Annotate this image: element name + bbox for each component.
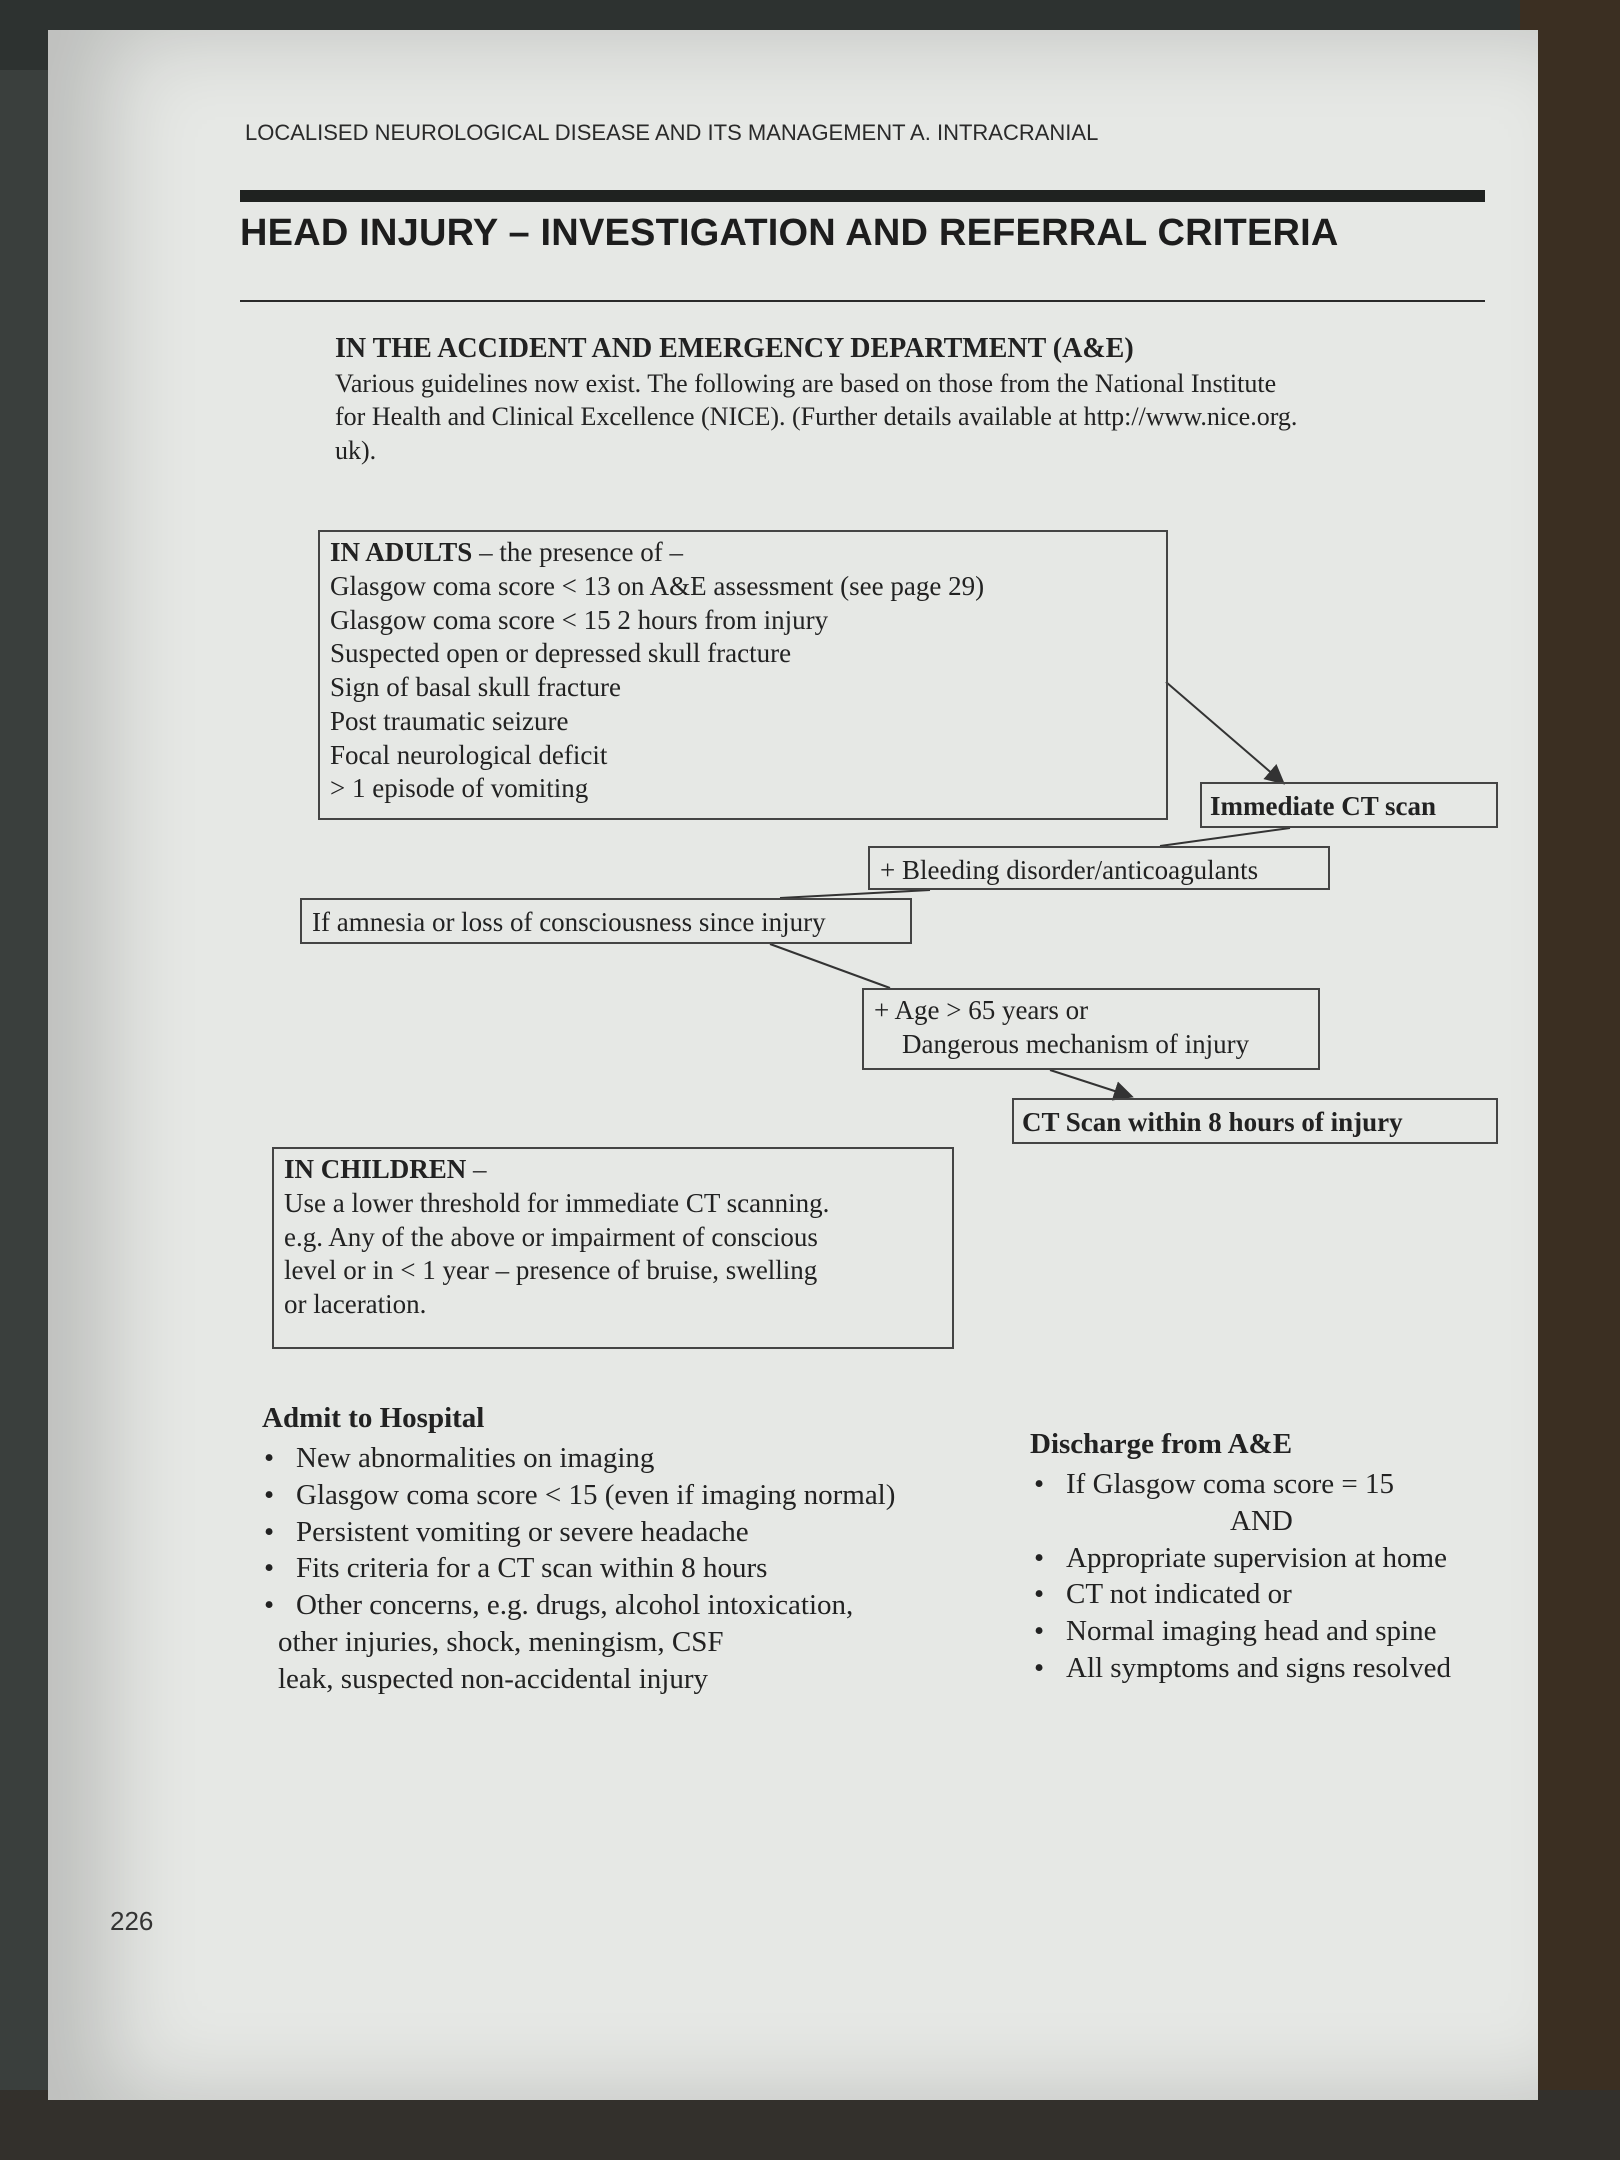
discharge-item-text: CT not indicated or <box>1066 1578 1292 1611</box>
bullet: • <box>264 1442 275 1474</box>
discharge-and: AND <box>1230 1504 1293 1537</box>
admit-continuation: other injuries, shock, meningism, CSF <box>278 1626 724 1659</box>
list-item <box>260 1514 1040 1551</box>
page-title: HEAD INJURY – INVESTIGATION AND REFERRAL CRITERIA <box>240 212 1339 254</box>
bullet: • <box>1034 1578 1045 1611</box>
section-heading: IN THE ACCIDENT AND EMERGENCY DEPARTMENT (A&E) <box>335 333 1134 364</box>
list-item <box>1030 1650 1530 1687</box>
discharge-item-text: If Glasgow coma score = 15 <box>1066 1468 1395 1500</box>
list-item <box>1030 1576 1530 1613</box>
ct-within-8-hours-box: CT Scan within 8 hours of injury <box>1012 1098 1498 1144</box>
admit-heading: Admit to Hospital <box>262 1402 485 1434</box>
intro-line: Various guidelines now exist. The following are based on those from the National Institute <box>335 369 1277 398</box>
title-rule-top <box>240 190 1485 202</box>
list-item <box>260 1550 1040 1587</box>
admit-item-text: Persistent vomiting or severe headache <box>296 1515 749 1548</box>
title-rule-bottom <box>240 300 1485 302</box>
age-mechanism-box <box>862 988 1320 1070</box>
adults-criterion: Glasgow coma score < 15 2 hours from injury <box>330 604 829 635</box>
page-number: 226 <box>110 1906 154 1936</box>
bullet: • <box>264 1552 275 1585</box>
bullet: • <box>264 1515 275 1548</box>
list-item <box>260 1477 1040 1514</box>
list-item <box>1030 1466 1530 1503</box>
discharge-item-text: All symptoms and signs resolved <box>1066 1652 1452 1685</box>
adults-criterion: Sign of basal skull fracture <box>330 672 621 702</box>
children-line: e.g. Any of the above or impairment of conscious <box>284 1221 818 1252</box>
list-item <box>260 1587 1040 1624</box>
admit-item-text: Glasgow coma score < 15 (even if imaging normal) <box>296 1478 896 1511</box>
adults-criterion: Focal neurological deficit <box>330 739 608 770</box>
intro-line: uk). <box>335 435 377 465</box>
children-label: IN CHILDREN <box>284 1154 467 1184</box>
mechanism-line: Dangerous mechanism of injury <box>902 1028 1250 1059</box>
discharge-heading: Discharge from A&E <box>1030 1428 1293 1460</box>
adults-label: IN ADULTS <box>330 537 473 567</box>
list-item <box>260 1440 1040 1477</box>
adults-criterion: Post traumatic seizure <box>330 705 569 736</box>
bleeding-box: + Bleeding disorder/anticoagulants <box>868 846 1330 890</box>
admit-item-text: New abnormalities on imaging <box>296 1442 655 1474</box>
bullet: • <box>1034 1541 1045 1574</box>
adults-heading <box>330 536 1156 570</box>
bullet: • <box>1034 1468 1045 1500</box>
adults-criterion: Glasgow coma score < 13 on A&E assessment (see page 29) <box>330 570 985 601</box>
adults-criteria-box <box>318 530 1168 820</box>
amnesia-box: If amnesia or loss of consciousness since injury <box>300 898 912 944</box>
age-line: + Age > 65 years or <box>874 995 1089 1025</box>
photo-background-bottom <box>0 2090 1620 2160</box>
children-line: or laceration. <box>284 1289 427 1319</box>
bullet: • <box>264 1589 275 1622</box>
immediate-ct-box: Immediate CT scan <box>1200 782 1498 828</box>
admit-item-text: Other concerns, e.g. drugs, alcohol intoxication, <box>296 1589 854 1622</box>
children-line: Use a lower threshold for immediate CT scanning. <box>284 1187 830 1218</box>
children-label-suffix: – <box>466 1154 487 1184</box>
discharge-item-text: Appropriate supervision at home <box>1066 1541 1447 1574</box>
admit-list <box>260 1440 1040 1698</box>
children-criteria-box <box>272 1147 954 1349</box>
intro-paragraph <box>335 367 1485 467</box>
children-heading <box>284 1153 942 1187</box>
admit-item-text: Fits criteria for a CT scan within 8 hours <box>296 1552 768 1585</box>
adults-criterion: Suspected open or depressed skull fracture <box>330 638 792 669</box>
admit-continuation: leak, suspected non-accidental injury <box>278 1662 709 1695</box>
intro-line: for Health and Clinical Excellence (NICE). (Further details available at http://www.nice.org. <box>335 402 1298 432</box>
adults-criterion: > 1 episode of vomiting <box>330 773 589 804</box>
bullet: • <box>264 1478 275 1511</box>
list-item <box>1030 1613 1530 1650</box>
children-line: level or in < 1 year – presence of bruise, swelling <box>284 1255 818 1286</box>
adults-label-suffix: – the presence of – <box>472 537 683 567</box>
running-head: LOCALISED NEUROLOGICAL DISEASE AND ITS MANAGEMENT A. INTRACRANIAL <box>245 120 1099 145</box>
bullet: • <box>1034 1652 1045 1685</box>
bullet: • <box>1034 1615 1045 1648</box>
list-item <box>1030 1540 1530 1577</box>
discharge-item-text: Normal imaging head and spine <box>1066 1615 1437 1648</box>
discharge-list <box>1030 1466 1530 1687</box>
